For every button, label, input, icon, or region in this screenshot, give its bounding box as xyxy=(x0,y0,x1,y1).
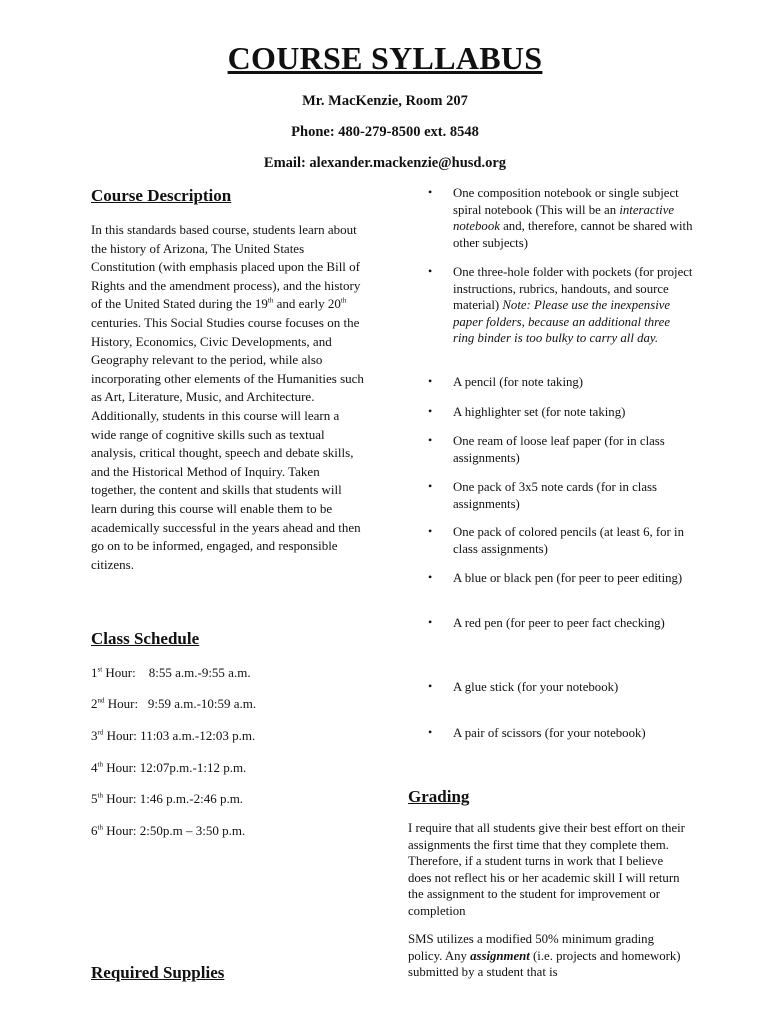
schedule-row: 4th Hour: 12:07p.m.-1:12 p.m. xyxy=(91,760,247,775)
page-title: COURSE SYLLABUS xyxy=(227,40,543,76)
supply-item-text: One three-hole folder with pockets (for project instructions, rubrics, handouts, and source material) Note: Please use the inexpensive paper folders, because an additional three ring binder is too bulky to carry all day. xyxy=(453,265,693,345)
schedule-row: 5th Hour: 1:46 p.m.-2:46 p.m. xyxy=(91,791,244,806)
course-description-text: In this standards based course, students learn about the history of Arizona, The United States Constitution (with emphasis placed upon the Bill of Rights and the amendment process), and the history of the United Stated during the 19th and early 20th centuries. This Social Studies course focuses on the History, Economics, Civic Developments, and Geography relevant to the period, while also incorporating other elements of the Humanities such as Art, Literature, Music, and Architecture. Additionally, students in this course will learn a wide range of cognitive skills such as textual analysis, critical thought, speech and debate skills, and the Historical Method of Inquiry. Taken together, the content and skills that students will learn during this course will enable them to be academically successful in the years ahead and then go on to be informed, engaged, and responsible citizens. xyxy=(91,222,364,572)
bullet-icon: • xyxy=(428,264,433,278)
bullet-icon: • xyxy=(428,374,433,388)
bullet-icon: • xyxy=(428,570,433,584)
supply-item-text: One pack of colored pencils (at least 6, for in class assignments) xyxy=(453,525,684,556)
grading-policy-text: SMS utilizes a modified 50% minimum grading policy. Any assignment (i.e. projects and homework) submitted by a student that is xyxy=(408,932,681,979)
bullet-icon: • xyxy=(428,404,433,418)
bullet-icon: • xyxy=(428,524,433,538)
bullet-icon: • xyxy=(428,433,433,447)
schedule-row: 1st Hour: 8:55 a.m.-9:55 a.m. xyxy=(91,665,251,680)
supply-item-text: A red pen (for peer to peer fact checking) xyxy=(453,616,665,630)
bullet-icon: • xyxy=(428,479,433,493)
supply-item-text: One ream of loose leaf paper (for in class assignments) xyxy=(453,434,665,465)
required-supplies-heading: Required Supplies xyxy=(91,963,225,982)
supply-item-text: One pack of 3x5 note cards (for in class assignments) xyxy=(453,480,657,511)
grading-heading: Grading xyxy=(408,787,470,806)
supply-item-text: A blue or black pen (for peer to peer editing) xyxy=(453,571,683,585)
grading-text: I require that all students give their best effort on their assignments the first time that they complete them. Therefore, if a student turns in work that I believe does not reflect his or her academic skill I will return the assignment to the student for improvement or completion xyxy=(408,821,685,918)
supply-item-text: A glue stick (for your notebook) xyxy=(453,680,619,694)
schedule-row: 6th Hour: 2:50p.m – 3:50 p.m. xyxy=(91,823,246,838)
supply-item-text: One composition notebook or single subject spiral notebook (This will be an interactive notebook and, therefore, cannot be shared with other subjects) xyxy=(453,186,693,250)
supply-item-text: A pair of scissors (for your notebook) xyxy=(453,726,646,740)
email-line: Email: alexander.mackenzie@husd.org xyxy=(263,155,507,171)
supply-item-text: A highlighter set (for note taking) xyxy=(453,405,626,419)
class-schedule-heading: Class Schedule xyxy=(91,629,200,648)
schedule-row: 2nd Hour: 9:59 a.m.-10:59 a.m. xyxy=(91,696,257,711)
bullet-icon: • xyxy=(428,615,433,629)
bullet-icon: • xyxy=(428,185,433,199)
course-description-heading: Course Description xyxy=(91,186,232,205)
phone-line: Phone: 480-279-8500 ext. 8548 xyxy=(291,124,479,140)
bullet-icon: • xyxy=(428,725,433,739)
supply-item-text: A pencil (for note taking) xyxy=(453,375,584,389)
teacher-line: Mr. MacKenzie, Room 207 xyxy=(302,93,468,109)
bullet-icon: • xyxy=(428,679,433,693)
schedule-row: 3rd Hour: 11:03 a.m.-12:03 p.m. xyxy=(91,728,256,743)
